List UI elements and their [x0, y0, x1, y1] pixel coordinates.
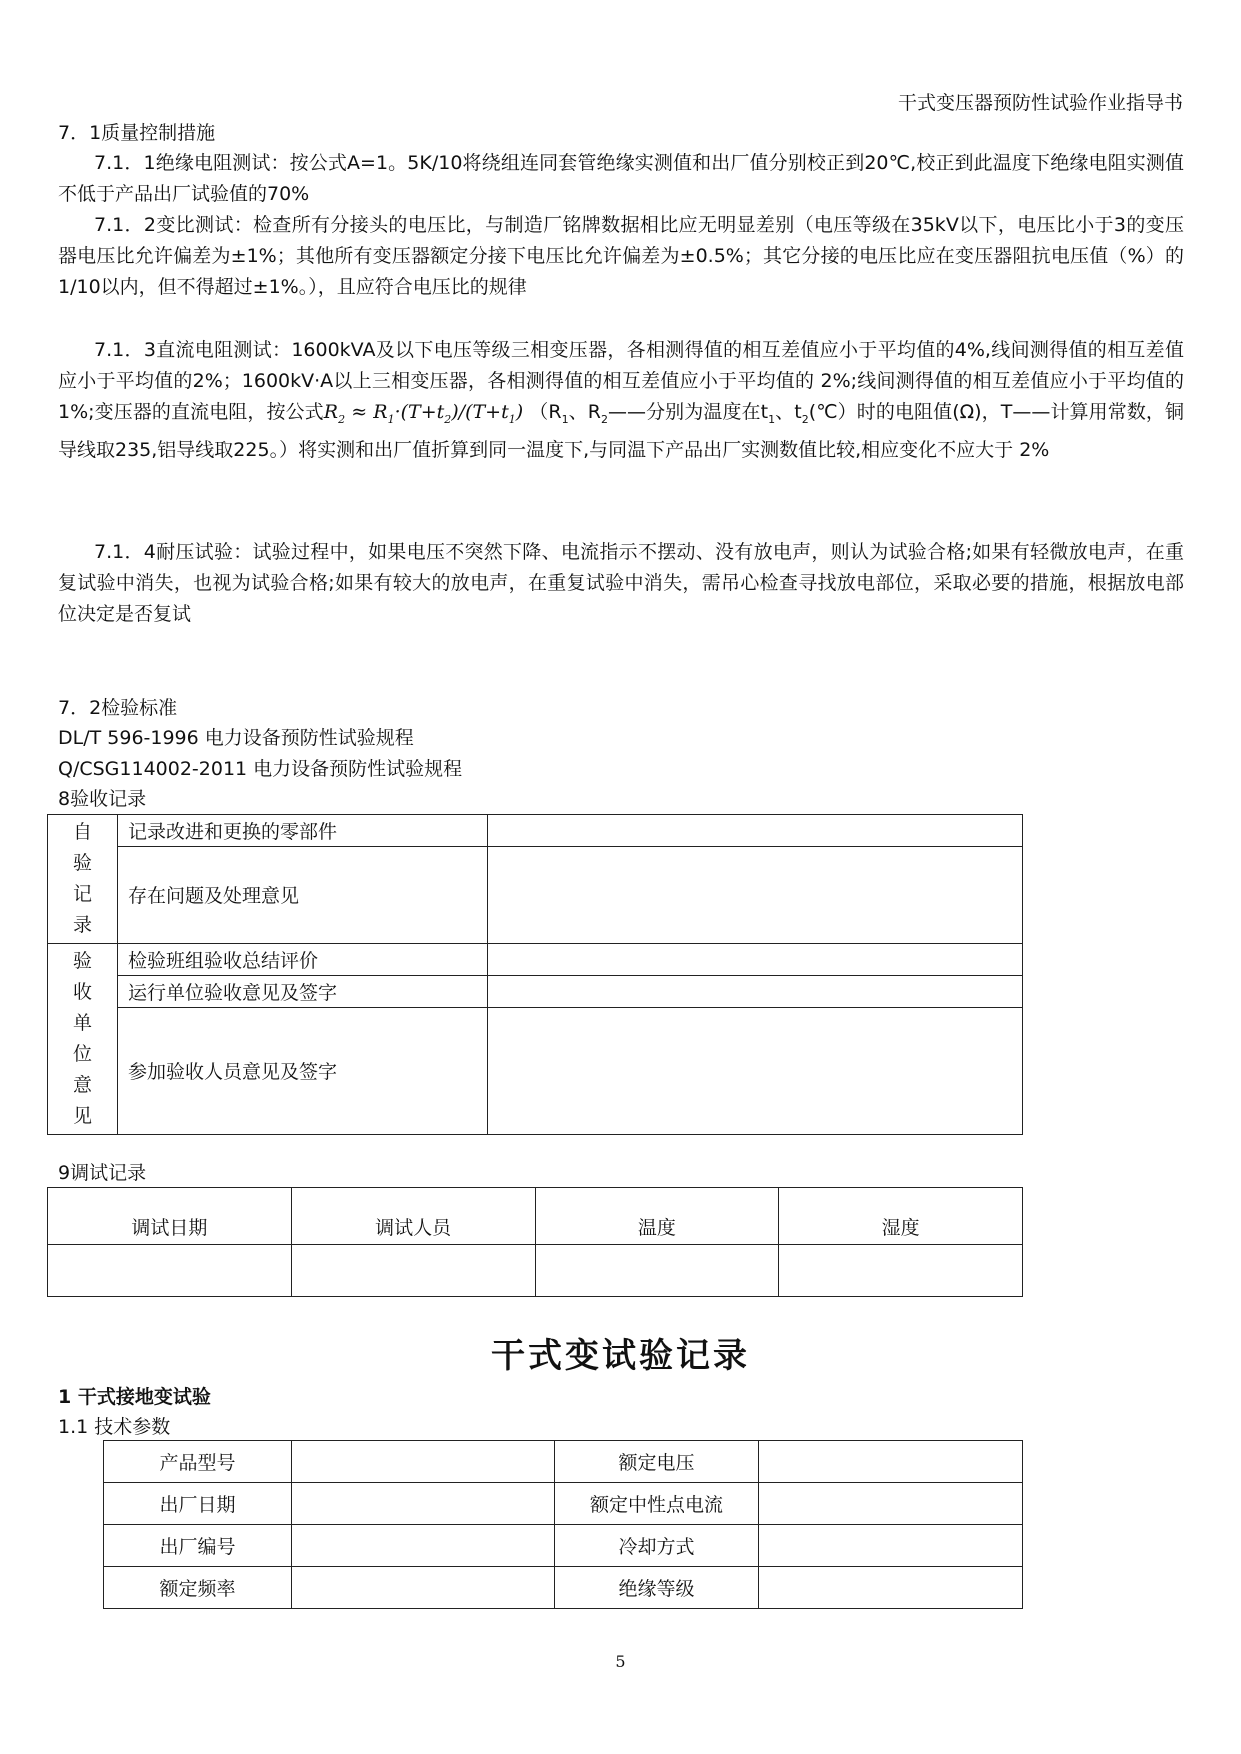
col-header-temperature: 温度 [535, 1188, 779, 1245]
param-label-serial-number: 出厂编号 [104, 1525, 292, 1567]
standard-q-csg: Q/CSG114002-2011 电力设备预防性试验规程 [58, 758, 463, 780]
cell-personnel [291, 1245, 535, 1297]
row-label-team-evaluation: 检验班组验收总结评价 [118, 944, 488, 976]
section-7-1-heading: 7．1质量控制措施 [58, 122, 216, 144]
param-value-manufacture-date [292, 1483, 555, 1525]
paragraph-ratio-test: 7.1．2变比测试：检查所有分接头的电压比，与制造厂铭牌数据相比应无明显差别（电压等级在35kV以下，电压比小于3的变压器电压比允许偏差为±1%；其他所有变压器额定分接下电压比允许偏差为±0.5%；其它分接的电压比应在变压器阻抗电压值（%）的1/10以内，但不得超过±1%。），且应符合电压比的规律 [58, 214, 1184, 298]
paragraph-insulation-resistance: 7.1．1绝缘电阻测试：按公式A=1。5K/10将绕组连同套管绝缘实测值和出厂值分别校正到20℃,校正到此温度下绝缘电阻实测值不低于产品出厂试验值的70% [58, 152, 1184, 205]
param-label-insulation-class: 绝缘等级 [555, 1567, 759, 1609]
param-label-cooling-method: 冷却方式 [555, 1525, 759, 1567]
document-title: 干式变试验记录 [491, 1336, 750, 1376]
dc-resistance-formula: $R_2 \approx R_1\cdot(T+t_2)/(T+t_1)$ [323, 401, 524, 426]
acceptance-record-table [47, 814, 1023, 1135]
commissioning-record-table [47, 1187, 1023, 1297]
row-label-participants-signature: 参加验收人员意见及签字 [118, 1007, 488, 1134]
row-label-operator-signature: 运行单位验收意见及签字 [118, 975, 488, 1007]
dc-resistance-text-b: 分别为温度在t [645, 401, 769, 423]
technical-parameters-table [103, 1440, 1023, 1609]
col-header-date: 调试日期 [48, 1188, 292, 1245]
cell-operator-signature [488, 975, 1023, 1007]
param-label-rated-voltage: 额定电压 [555, 1441, 759, 1483]
standard-dl-t-596: DL/T 596-1996 电力设备预防性试验规程 [58, 727, 414, 749]
section-9-heading: 9调试记录 [58, 1162, 147, 1184]
cell-temperature [535, 1245, 779, 1297]
page-number: 5 [615, 1652, 626, 1671]
paragraph-dc-resistance: 7.1．3直流电阻测试：1600kVA及以下电压等级三相变压器，各相测得值的相互差值应小于平均值的4%,线间测得值的相互差值应小于平均值的2%；1600kV·A以上三相变压器，各相测得值的相互差值应小于平均值的 2%;线间测得值的相互差值应小于平均值的 1%;变压器的直流电阻，按公式$R_2 \approx R_1\cdot(T+t_2)/(T+t_1)$ （$R_1$、$R_2——$分别为温度在$t_1$、$t_2(℃)$时的电阻值(Ω)，T——计算用常数，铜导线取235,铝导线取225。）将实测和出厂值折算到同一温度下,与同温下产品出厂实测数值比较,相应变化不应大于 2% [58, 339, 1185, 461]
cell-parts-replaced [488, 815, 1023, 847]
cell-issues [488, 846, 1023, 943]
col-header-humidity: 湿度 [779, 1188, 1023, 1245]
param-value-rated-frequency [292, 1567, 555, 1609]
row-label-parts-replaced: 记录改进和更换的零部件 [118, 815, 488, 847]
cell-team-evaluation [488, 944, 1023, 976]
cell-humidity [779, 1245, 1023, 1297]
param-label-neutral-current: 额定中性点电流 [555, 1483, 759, 1525]
col-header-personnel: 调试人员 [291, 1188, 535, 1245]
section-7-2-heading: 7．2检验标准 [58, 697, 178, 719]
section-1-1-heading: 1.1 技术参数 [58, 1416, 171, 1438]
paragraph-withstand-voltage: 7.1．4耐压试验：试验过程中，如果电压不突然下降、电流指示不摆动、没有放电声，则认为试验合格;如果有轻微放电声，在重复试验中消失，也视为试验合格;如果有较大的放电声，在重复试验中消失，需吊心检查寻找放电部位，采取必要的措施，根据放电部位决定是否复试 [58, 541, 1184, 625]
cell-participants-signature [488, 1007, 1023, 1134]
param-label-model: 产品型号 [104, 1441, 292, 1483]
acceptance-unit-label: 验 收 单 位 意 见 [48, 944, 118, 1135]
section-1-heading: 1 干式接地变试验 [58, 1386, 211, 1408]
param-value-serial-number [292, 1525, 555, 1567]
cell-date [48, 1245, 292, 1297]
param-label-rated-frequency: 额定频率 [104, 1567, 292, 1609]
param-label-manufacture-date: 出厂日期 [104, 1483, 292, 1525]
dc-resistance-text-a: 7.1．3直流电阻测试：1600kVA及以下电压等级三相变压器，各相测得值的相互差值应小于平均值的4%,线间测得值的相互差值应小于平均值的2%；1600kV·A以上三相变压器，各相测得值的相互差值应小于平均值的 2%;线间测得值的相互差值应小于平均值的 1%;变压器的直流电阻，按公式 [58, 339, 1184, 423]
param-value-cooling-method [759, 1525, 1023, 1567]
param-value-insulation-class [759, 1567, 1023, 1609]
param-value-neutral-current [759, 1483, 1023, 1525]
page-header: 干式变压器预防性试验作业指导书 [897, 92, 1183, 114]
param-value-model [292, 1441, 555, 1483]
dc-resistance-text-c: (℃）时的电阻值(Ω)，T——计算用常数，铜导线取235,铝导线取225。）将实测和出厂值折算到同一温度下,与同温下产品出厂实测数值比较,相应变化不应大于 2% [58, 401, 1185, 461]
row-label-issues: 存在问题及处理意见 [118, 846, 488, 943]
param-value-rated-voltage [759, 1441, 1023, 1483]
section-8-heading: 8验收记录 [58, 788, 147, 810]
self-check-label: 自 验 记 录 [48, 815, 118, 944]
